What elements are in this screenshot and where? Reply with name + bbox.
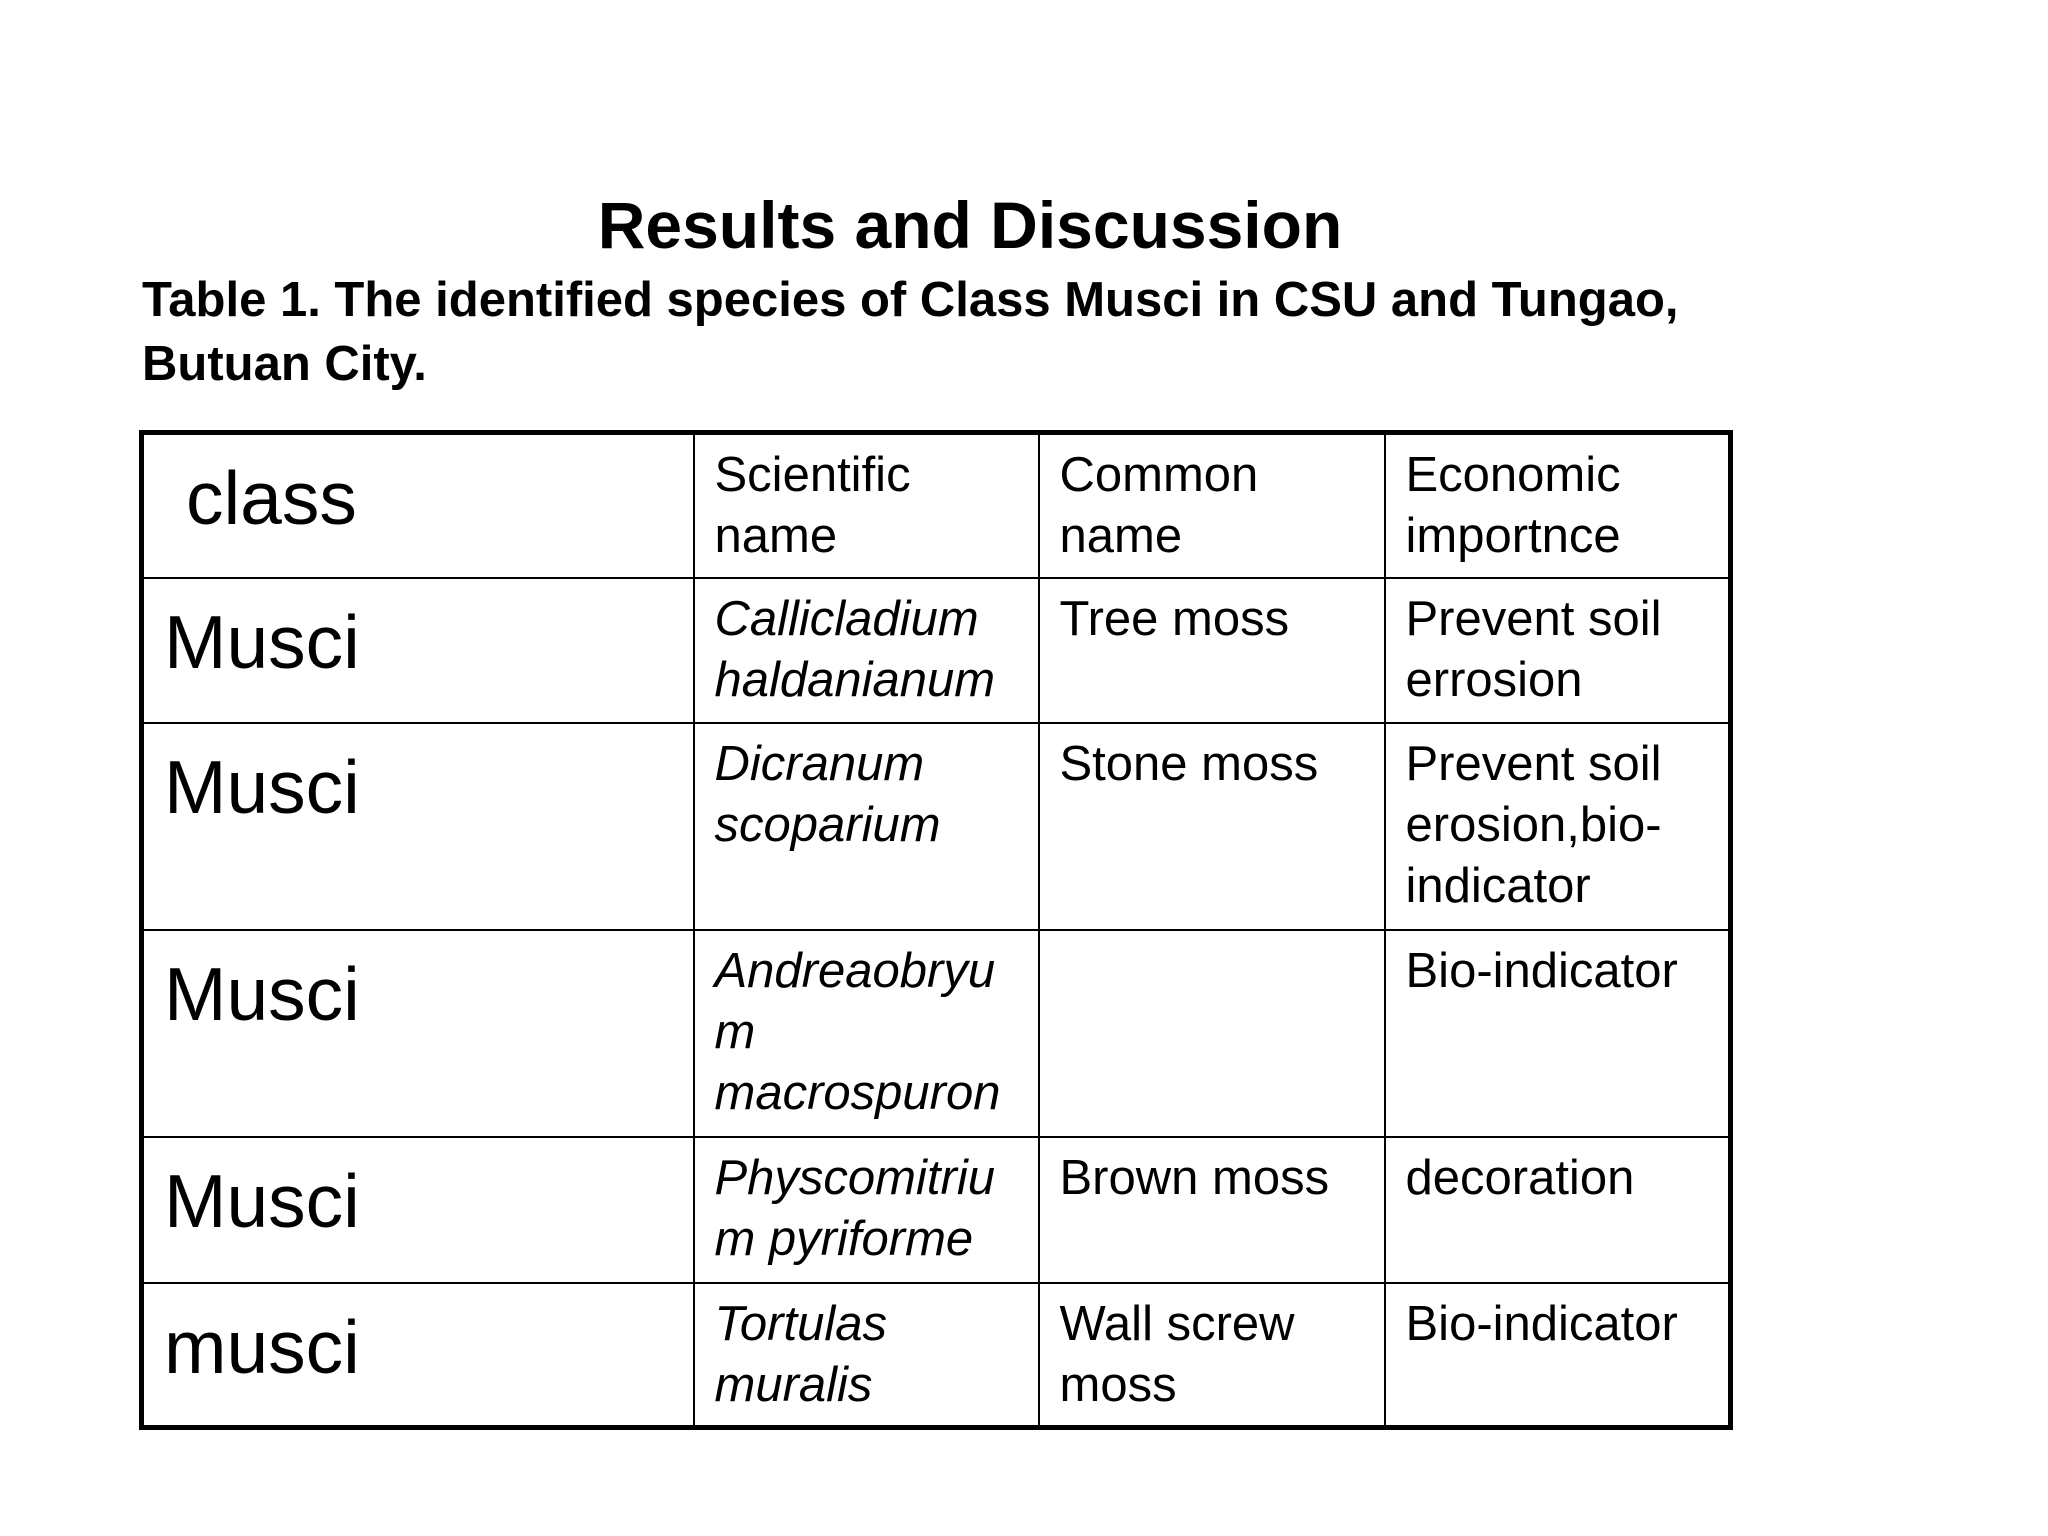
header-economic-importance [1385, 433, 1731, 578]
economic-line: erosion,bio- [1405, 797, 1662, 852]
common-line: Stone moss [1059, 736, 1319, 791]
table-caption [142, 268, 1842, 396]
common-line: Tree moss [1059, 591, 1290, 646]
scientific-line: m pyriforme [714, 1211, 974, 1266]
class-cell: musci [142, 1283, 694, 1428]
common-name-cell [1039, 930, 1385, 1137]
economic-importance-cell [1385, 1283, 1731, 1428]
header-common-line-2: name [1059, 509, 1183, 563]
class-cell: Musci [142, 578, 694, 723]
common-line: Brown moss [1059, 1150, 1330, 1205]
class-cell: Musci [142, 723, 694, 930]
common-line: Wall screw [1059, 1296, 1295, 1351]
scientific-name-cell [694, 723, 1039, 930]
scientific-line: macrospuron [714, 1065, 1001, 1120]
header-economic-line-1: Economic [1405, 448, 1621, 502]
class-cell: Musci [142, 930, 694, 1137]
scientific-line: Andreaobryu [714, 943, 996, 998]
scientific-line: Dicranum [714, 736, 925, 791]
header-economic-line-2: importnce [1405, 509, 1621, 563]
table-header-row [142, 433, 1731, 578]
economic-line: Prevent soil [1405, 591, 1662, 646]
scientific-name-cell [694, 1283, 1039, 1428]
table-row [142, 723, 1731, 930]
header-common-name [1039, 433, 1385, 578]
header-scientific-name [694, 433, 1039, 578]
economic-line: Bio-indicator [1405, 943, 1678, 998]
economic-line: indicator [1405, 858, 1591, 913]
scientific-line: haldanianum [714, 652, 996, 707]
common-name-cell [1039, 1283, 1385, 1428]
common-name-cell [1039, 578, 1385, 723]
scientific-name-cell [694, 930, 1039, 1137]
economic-line: errosion [1405, 652, 1583, 707]
scientific-line: Tortulas [714, 1296, 888, 1351]
caption-line-1: Table 1. The identified species of Class Musci in CSU and Tungao, [142, 273, 1679, 327]
common-name-cell [1039, 1137, 1385, 1283]
table-row [142, 578, 1731, 723]
scientific-line: scoparium [714, 797, 941, 852]
economic-importance-cell [1385, 1137, 1731, 1283]
economic-importance-cell [1385, 930, 1731, 1137]
economic-importance-cell [1385, 723, 1731, 930]
header-class: class [142, 433, 694, 578]
class-cell: Musci [142, 1137, 694, 1283]
caption-line-2: Butuan City. [142, 337, 427, 391]
economic-line: Bio-indicator [1405, 1296, 1678, 1351]
economic-line: decoration [1405, 1150, 1635, 1205]
header-common-line-1: Common [1059, 448, 1259, 502]
table-row [142, 930, 1731, 1137]
scientific-line: Physcomitriu [714, 1150, 995, 1205]
table-row [142, 1137, 1731, 1283]
species-table [139, 430, 1733, 1430]
scientific-name-cell [694, 578, 1039, 723]
page-title: Results and Discussion [597, 188, 1343, 262]
table-row [142, 1283, 1731, 1428]
common-line: moss [1059, 1357, 1177, 1412]
scientific-line: Callicladium [714, 591, 979, 646]
economic-importance-cell [1385, 578, 1731, 723]
scientific-name-cell [694, 1137, 1039, 1283]
header-scientific-line-2: name [714, 509, 838, 563]
economic-line: Prevent soil [1405, 736, 1662, 791]
scientific-line: muralis [714, 1357, 873, 1412]
scientific-line: m [714, 1004, 756, 1059]
header-scientific-line-1: Scientific [714, 448, 911, 502]
common-name-cell [1039, 723, 1385, 930]
